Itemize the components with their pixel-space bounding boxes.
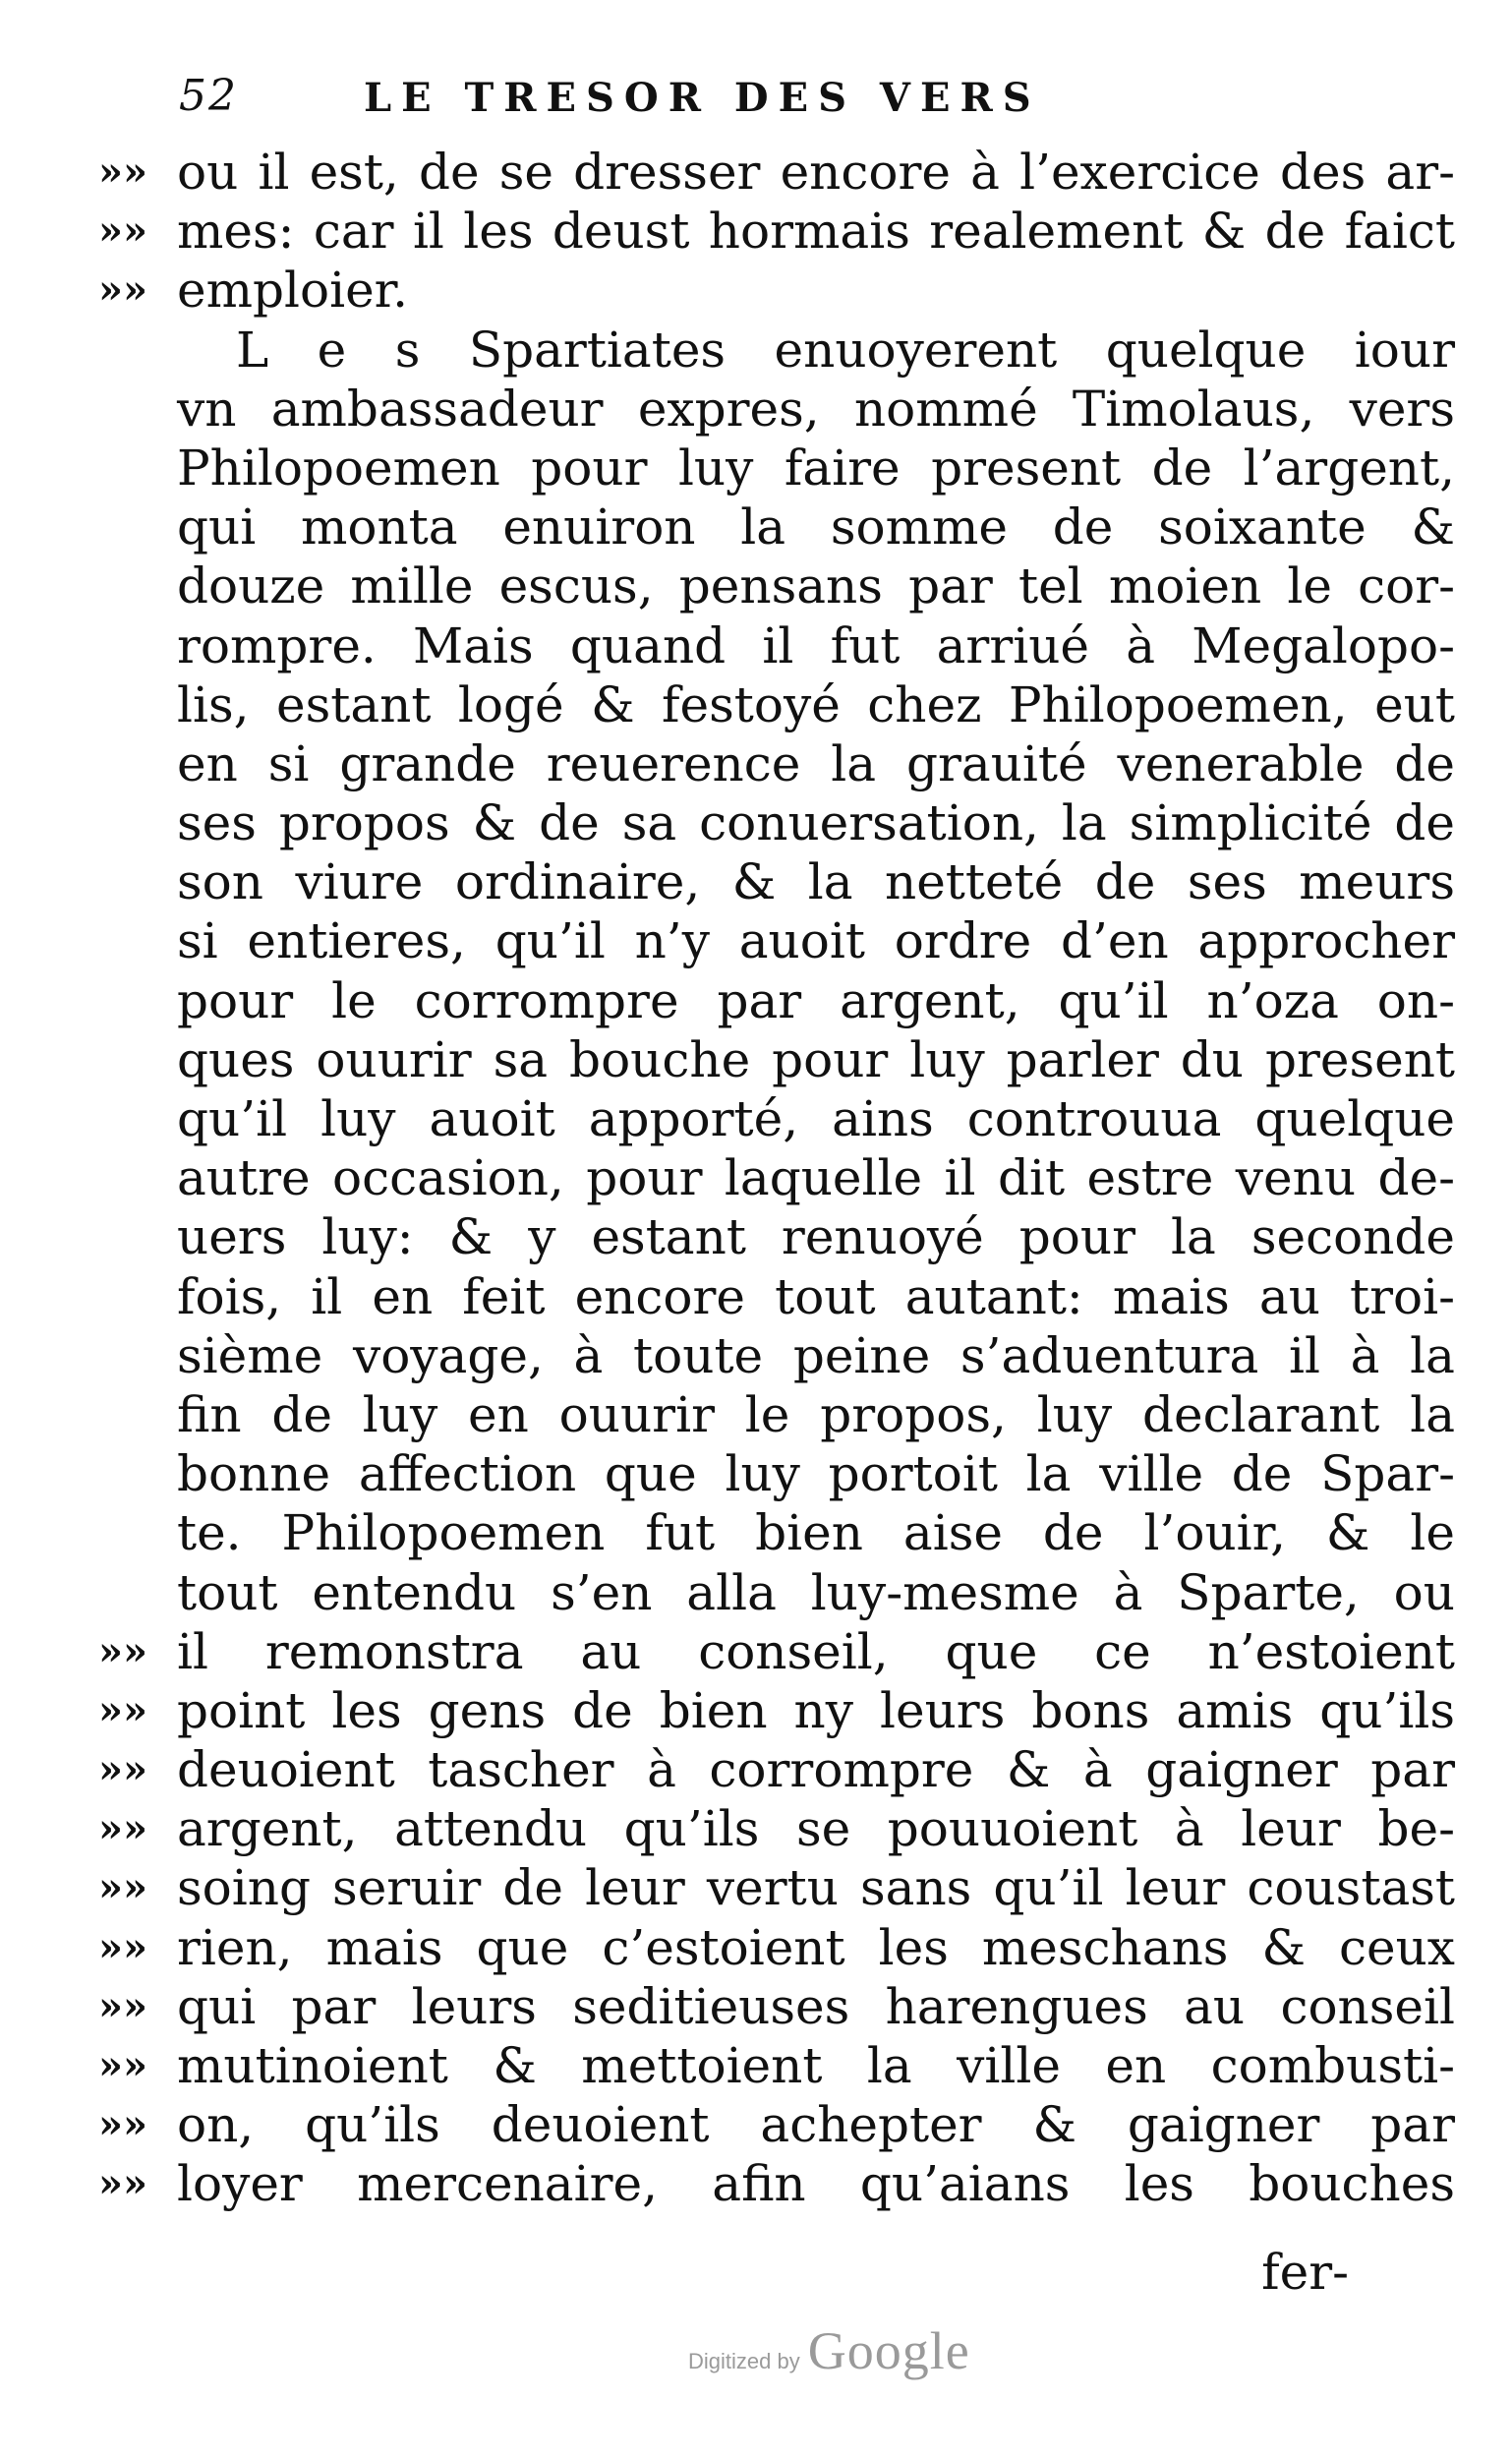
running-title: LE TRESOR DES VERS <box>364 75 1041 121</box>
body-text <box>98 143 1455 2214</box>
line-text: soing seruir de leur vertu sans qu’il leur coustast <box>177 1859 1455 1917</box>
text-line <box>98 380 1455 439</box>
page-number: 52 <box>179 71 238 121</box>
digitization-watermark <box>688 2320 970 2381</box>
text-line <box>98 1267 1455 1326</box>
line-text: son viure ordinaire, & la netteté de ses meurs <box>177 853 1455 911</box>
text-line <box>98 1622 1455 1681</box>
line-text: ques ouurir sa bouche pour luy parler du present <box>177 1030 1455 1088</box>
text-line <box>98 1503 1455 1562</box>
text-line <box>98 2095 1455 2154</box>
text-line <box>98 1977 1455 2036</box>
text-line <box>98 1148 1455 1207</box>
line-text: si entieres, qu’il n’y auoit ordre d’en approcher <box>177 912 1455 970</box>
line-text: uers luy: & y estant renuoyé pour la seconde <box>177 1208 1455 1266</box>
sentence-quote-mark: »» <box>98 207 147 255</box>
sentence-quote-mark: »» <box>98 266 147 314</box>
text-line <box>98 1858 1455 1917</box>
text-line <box>98 1563 1455 1622</box>
text-line <box>98 143 1455 202</box>
line-text: vn ambassadeur expres, nommé Timolaus, vers <box>177 380 1455 438</box>
line-text: rompre. Mais quand il fut arriué à Megalopo- <box>177 616 1455 674</box>
text-line <box>98 1385 1455 1444</box>
line-text: mes: car il les deust hormais realement & de faict <box>177 203 1455 261</box>
text-line <box>98 616 1455 675</box>
line-text: bonne affection que luy portoit la ville de Spar- <box>177 1445 1455 1503</box>
line-text: deuoient tascher à corrompre & à gaigner par <box>177 1741 1455 1799</box>
text-line <box>98 497 1455 556</box>
text-line <box>98 556 1455 615</box>
line-text: L e s Spartiates enuoyerent quelque iour <box>236 321 1455 379</box>
sentence-quote-mark: »» <box>98 1864 147 1911</box>
line-text: te. Philopoemen fut bien aise de l’ouir, & le <box>177 1504 1455 1562</box>
line-text: qu’il luy auoit apporté, ains controuua quelque <box>177 1090 1455 1147</box>
sentence-quote-mark: »» <box>98 1627 147 1674</box>
sentence-quote-mark: »» <box>98 1805 147 1852</box>
page-header <box>167 71 1376 130</box>
text-line <box>98 734 1455 793</box>
line-text: rien, mais que c’estoient les meschans & ceux <box>177 1918 1455 1976</box>
line-text: ses propos & de sa conuersation, la simplicité de <box>177 794 1455 852</box>
line-text: argent, attendu qu’ils se pouuoient à leur be- <box>177 1800 1455 1858</box>
line-text: en si grande reuerence la grauité venerable de <box>177 734 1455 792</box>
text-line <box>98 2036 1455 2095</box>
line-text: sième voyage, à toute peine s’aduentura il à la <box>177 1326 1455 1384</box>
line-text: mutinoient & mettoient la ville en combusti- <box>177 2037 1455 2094</box>
line-text: autre occasion, pour laquelle il dit estre venu de- <box>177 1149 1455 1207</box>
sentence-quote-mark: »» <box>98 1686 147 1733</box>
text-line <box>98 852 1455 911</box>
text-line <box>98 1681 1455 1740</box>
text-line <box>98 1799 1455 1858</box>
text-line <box>98 675 1455 734</box>
line-text: pour le corrompre par argent, qu’il n’oza on- <box>177 971 1455 1029</box>
sentence-quote-mark: »» <box>98 2160 147 2207</box>
sentence-quote-mark: »» <box>98 1923 147 1970</box>
text-line <box>98 439 1455 497</box>
text-line <box>98 261 1376 320</box>
text-line <box>98 1444 1455 1503</box>
text-line <box>98 911 1455 970</box>
text-line <box>98 1030 1455 1089</box>
text-line <box>98 1207 1455 1266</box>
text-line <box>98 1326 1455 1385</box>
line-text: ou il est, de se dresser encore à l’exercice des ar- <box>177 144 1455 201</box>
text-line <box>98 321 1455 380</box>
sentence-quote-mark: »» <box>98 148 147 195</box>
line-text: on, qu’ils deuoient achepter & gaigner par <box>177 2096 1455 2154</box>
sentence-quote-mark: »» <box>98 1982 147 2029</box>
text-line <box>98 1918 1455 1977</box>
watermark-brand: Google <box>807 2321 970 2380</box>
text-line <box>98 202 1455 261</box>
line-text: point les gens de bien ny leurs bons amis qu’ils <box>177 1681 1455 1739</box>
sentence-quote-mark: »» <box>98 2042 147 2088</box>
text-line <box>98 1089 1455 1148</box>
line-text: tout entendu s’en alla luy-mesme à Sparte, ou <box>177 1563 1455 1621</box>
line-text: fois, il en feit encore tout autant: mais au troi- <box>177 1267 1455 1325</box>
line-text: qui par leurs seditieuses harengues au conseil <box>177 1977 1455 2035</box>
line-text: il remonstra au conseil, que ce n’estoient <box>177 1622 1455 1680</box>
line-text: loyer mercenaire, afin qu’aians les bouches <box>177 2155 1455 2213</box>
line-text: douze mille escus, pensans par tel moien le cor- <box>177 557 1455 615</box>
text-line <box>98 2154 1455 2213</box>
line-text: fin de luy en ouurir le propos, luy declarant la <box>177 1385 1455 1443</box>
text-line <box>98 971 1455 1030</box>
line-text: qui monta enuiron la somme de soixante & <box>177 498 1455 556</box>
line-text: Philopoemen pour luy faire present de l’argent, <box>177 439 1455 497</box>
sentence-quote-mark: »» <box>98 1746 147 1793</box>
catchword: fer- <box>1261 2244 1349 2301</box>
text-line <box>98 793 1455 852</box>
line-text: lis, estant logé & festoyé chez Philopoemen, eut <box>177 675 1455 733</box>
sentence-quote-mark: »» <box>98 2101 147 2148</box>
watermark-prefix: Digitized by <box>688 2349 800 2373</box>
text-line <box>98 1740 1455 1799</box>
line-text: emploier. <box>177 262 408 320</box>
